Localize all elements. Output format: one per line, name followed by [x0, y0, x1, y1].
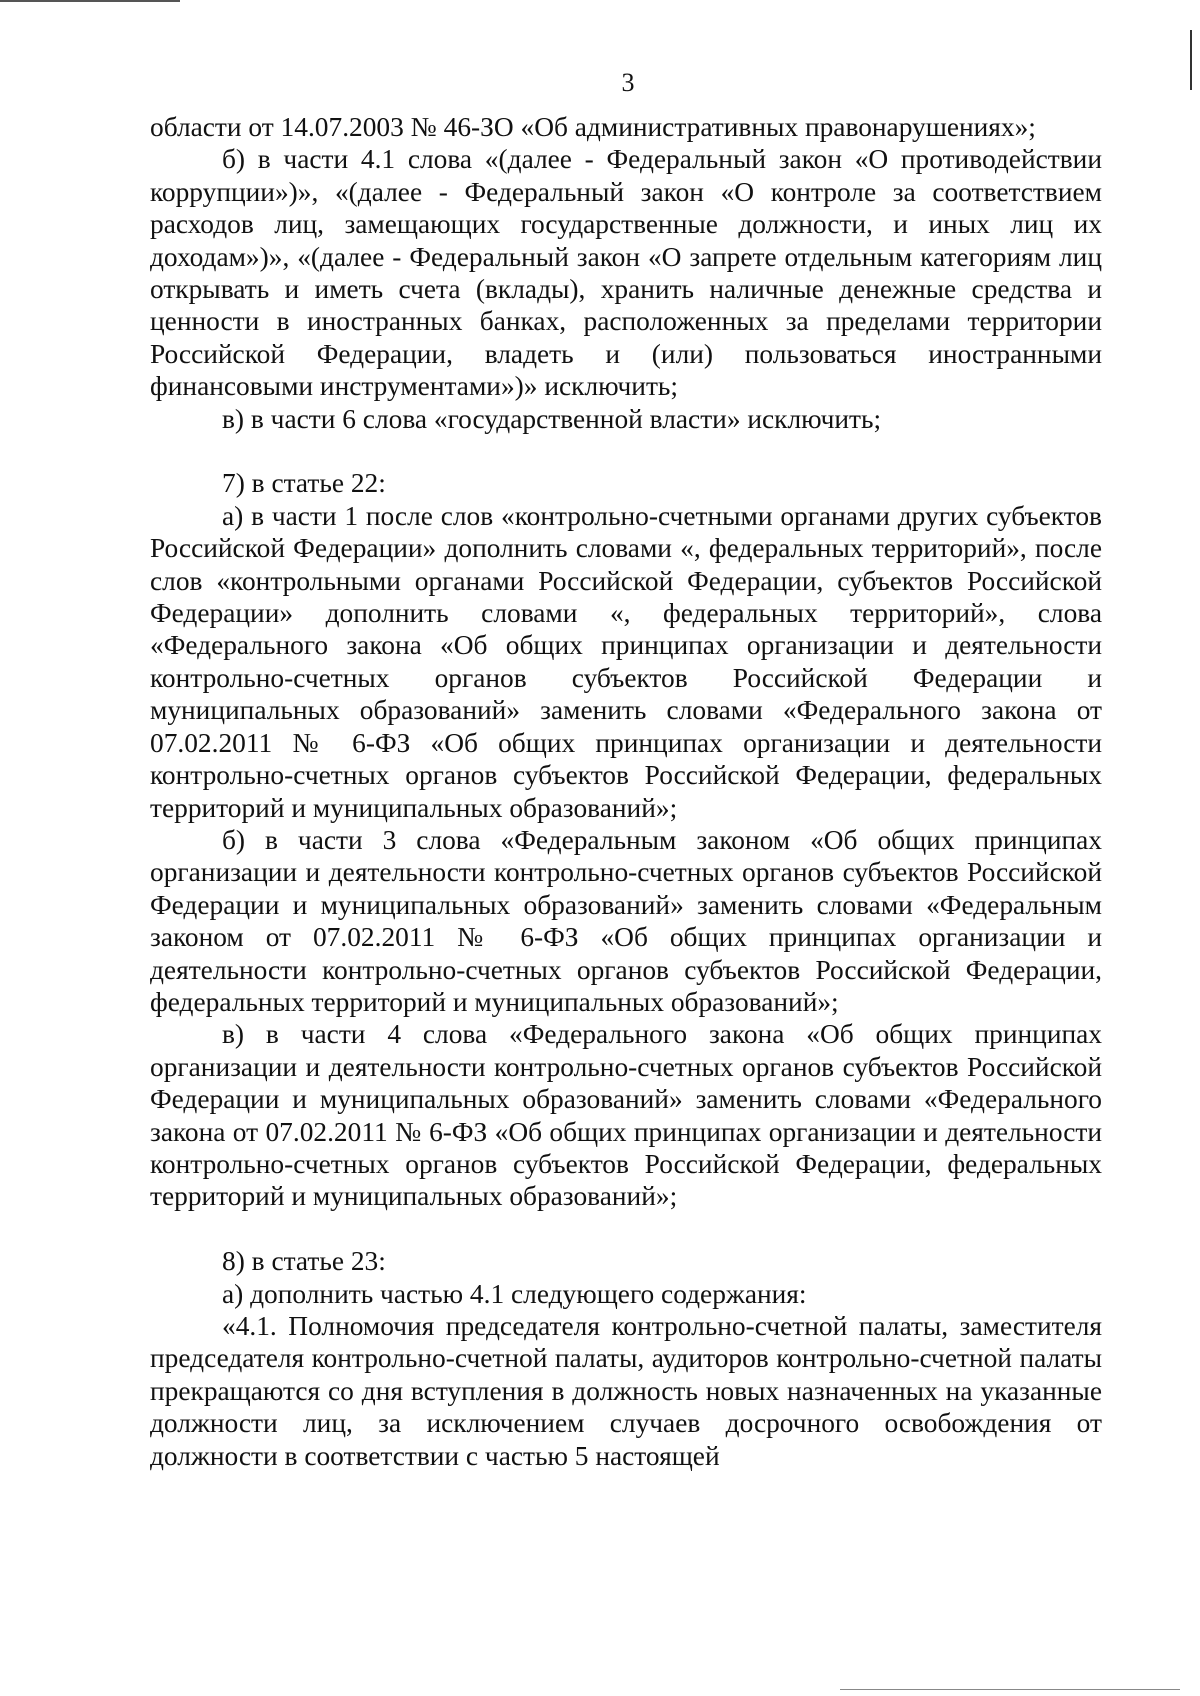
paragraph-item-a-article-23: а) дополнить частью 4.1 следующего содержания: — [222, 1278, 807, 1309]
section-heading-article-23: 8) в статье 23: — [222, 1246, 386, 1277]
scan-edge-bottom — [840, 1689, 1180, 1690]
paragraph-item-v-article-22: в) в части 4 слова «Федерального закона «Об общих принципах организации и деятельности контрольно-счетных органов субъектов Российской Федерации и муниципальных образований» заменить словами «Федерального закона от 07.02.2011 № 6-ФЗ «Об общих принципах организации и деятельности контрольно-счетных органов субъектов Российской Федерации, федеральных территорий и муниципальных образований»; — [150, 1019, 1102, 1212]
paragraph-spacer — [150, 435, 1102, 467]
paragraph-item-b-part-4-1: б) в части 4.1 слова «(далее - Федеральный закон «О противодействии коррупции»)», «(далее - Федеральный закон «О контроле за соответствием расходов лиц, замещающих государственные должности, и иных лиц их доходам»)», «(далее - Федеральный закон «О запрете отдельным категориям лиц открывать и иметь счета (вклады), хранить наличные денежные средства и ценности в иностранных банках, расположенных за пределами территории Российской Федерации, владеть и (или) пользоваться иностранными финансовыми инструментами»)» исключить; — [150, 144, 1102, 402]
section-heading-article-22: 7) в статье 22: — [222, 468, 386, 499]
scan-edge-top — [0, 0, 180, 2]
paragraph-item-v-part-6: в) в части 6 слова «государственной власти» исключить; — [222, 403, 882, 434]
page-number: 3 — [621, 68, 635, 97]
paragraph-part-4-1-text: «4.1. Полномочия председателя контрольно-счетной палаты, заместителя председателя контрольно-счетной палаты, аудиторов контрольно-счетной палаты прекращаются со дня вступления в должность новых назначенных на указанные должности лиц, за исключением случаев досрочного освобождения от должности в соответствии с частью 5 настоящей — [150, 1311, 1102, 1471]
paragraph-continuation: области от 14.07.2003 № 46-ЗО «Об административных правонарушениях»; — [150, 112, 1036, 142]
paragraph-item-b-article-22: б) в части 3 слова «Федеральным законом «Об общих принципах организации и деятельности контрольно-счетных органов субъектов Российской Федерации и муниципальных образований» заменить словами «Федеральным законом от 07.02.2011 № 6-ФЗ «Об общих принципах организации и деятельности контрольно-счетных органов субъектов Российской Федерации, федеральных территорий и муниципальных образований»; — [150, 824, 1102, 1017]
paragraph-item-a-article-22: а) в части 1 после слов «контрольно-счетными органами других субъектов Российской Федерации» дополнить словами «, федеральных территорий», после слов «контрольными органами Российской Федерации, субъектов Российской Федерации» дополнить словами «, федеральных территорий», слова «Федерального закона «Об общих принципах организации и деятельности контрольно-счетных органов субъектов Российской Федерации и муниципальных образований» заменить словами «Федерального закона от 07.02.2011 № 6-ФЗ «Об общих принципах организации и деятельности контрольно-счетных органов субъектов Российской Федерации, федеральных территорий и муниципальных образований»; — [150, 500, 1102, 823]
document-body — [150, 111, 1102, 1472]
paragraph-spacer — [150, 1213, 1102, 1245]
